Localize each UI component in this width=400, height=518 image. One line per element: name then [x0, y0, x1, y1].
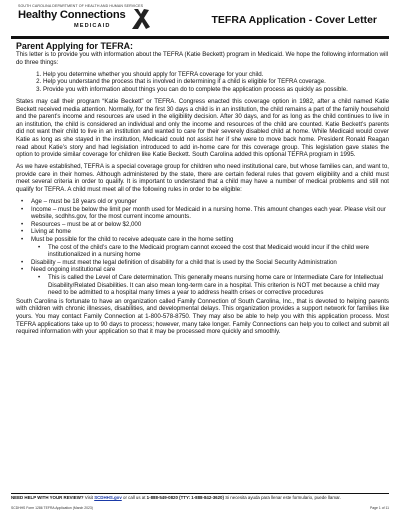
- criteria-item: • Age – must be 18 years old or younger: [31, 198, 389, 206]
- criteria-sublist: [31, 244, 389, 259]
- goal-item: 1. Help you determine whether you should apply for TEFRA coverage for your child.: [43, 71, 389, 79]
- criteria-item: [31, 236, 389, 259]
- header: [11, 0, 389, 37]
- criteria-item-text: Must be possible for the child to receive adequate care in the home setting: [31, 236, 234, 244]
- closing-paragraph: South Carolina is fortunate to have an organization called Family Connection of South Carolina, Inc., that is devoted to helping parents with children with chronic illnesses, disabilities, and developmental delays. This organization provides a support network for families like yours. You may contact Family Connection at 1-800-578-8750. They may also be able to help you with this application process. Most TEFRA applications take up to 90 days to process; however, many take longer. Family Connections can help you to collect and submit all required information with your application so that it may be processed more quickly and smoothly.: [16, 297, 389, 336]
- footer-divider: [11, 493, 389, 494]
- section-heading: Parent Applying for TEFRA:: [16, 41, 134, 51]
- help-line: [11, 495, 389, 501]
- criteria-subitem: • The cost of the child’s care to the Medicaid program cannot exceed the cost that Medicaid would incur if the child were institutionalized in a nursing home: [48, 244, 389, 259]
- intro-paragraph: This letter is to provide you with information about the TEFRA (Katie Beckett) program in Medicaid. We hope the following information will do three things:: [16, 51, 389, 66]
- help-phone: 1-888-549-0820 (TTY: 1-888-842-3620): [146, 495, 224, 500]
- criteria-item: • Disability – must meet the legal definition of disability for a child that is used by the Social Security Administration: [31, 259, 389, 267]
- help-heading: NEED HELP WITH YOUR REVIEW?: [11, 495, 84, 500]
- goal-item: 2. Help you understand the process that is involved in determining if a child is eligible for TEFRA coverage.: [43, 78, 389, 86]
- criteria-item-text: Need ongoing institutional care: [31, 266, 116, 274]
- help-text: or call us at: [121, 495, 147, 500]
- criteria-item: • Resources – must be at or below $2,000: [31, 221, 389, 229]
- brand-subtitle: MEDICAID: [74, 23, 111, 29]
- criteria-item: • Living at home: [31, 228, 389, 236]
- criteria-item: [31, 266, 389, 296]
- header-divider: [11, 36, 389, 39]
- document-title: TEFRA Application - Cover Letter: [211, 14, 377, 26]
- history-paragraph: States may call their program “Katie Beckett” or TEFRA. Congress enacted this coverage option in 1982, after a child named Katie Beckett received media attention. Normally, for the first 30 days a child is in an institution, the child remains a part of the family household and the parent’s income and resources are used in the eligibility decision. After 30 days, and for as long as the child continues to live in an institution, the child is considered an individual and only the income and resources of the child are counted. Katie Beckett’s parents did not want their child to live in an institution and wanted to care for their severely disabled child at home. While Medicaid would cover Katie as long as she stayed in the institution, Medicaid could not assist her if she were to move back home. President Ronald Reagan read about Katie’s story and had legislation introduced to add in-home care for this coverage group. This legislation gave states the option to provide similar coverage for children like Katie Beckett. South Carolina added this optional TEFRA program in 1995.: [16, 97, 389, 159]
- footer: [11, 495, 389, 510]
- goal-item: 3. Provide you with information about things you can do to complete the application process as quickly as possible.: [43, 86, 389, 94]
- brand-name: Healthy Connections: [18, 9, 126, 21]
- cross-logo-icon: [130, 7, 152, 31]
- document-body: [16, 41, 389, 340]
- eligibility-paragraph: As we have established, TEFRA is a special coverage group for children who need institutional care, but whose families can, and want to, provide care in their homes. Although administered by the state, there are certain federal rules that govern eligibility and a child must meet several criteria in order to qualify. It is important to understand that a child may have a number of medical problems and still not qualify for TEFRA. A child must meet all of the following rules in order to be eligible:: [16, 163, 389, 193]
- agency-logo: [18, 4, 168, 34]
- goals-list: [16, 71, 389, 94]
- website-link[interactable]: SCDHHS.gov: [94, 495, 122, 500]
- agency-name: SOUTH CAROLINA DEPARTMENT OF HEALTH AND HUMAN SERVICES: [18, 4, 144, 8]
- page-number: Page 1 of 11: [370, 506, 389, 510]
- form-identifier: SCDHHS Form 1286 TEFRA Application (March 2023): [11, 506, 93, 510]
- criteria-item: • Income – must be below the limit per month used for Medicaid in a nursing home. This amount changes each year. Please visit our website, scdhhs.gov, for the most current income amounts.: [31, 206, 389, 221]
- criteria-sublist: [31, 274, 389, 297]
- spanish-help-text: Si necesita ayuda para llenar este formulario, puede llamar.: [223, 495, 341, 500]
- criteria-subitem: • This is called the Level of Care determination. This generally means nursing home care or Intermediate Care for Intellectual Disability/Related Disabilities. It can also mean long-term care in a hospital. This criterion is NOT met because a child may need to be admitted to a hospital many times a year to address health crises or corrective procedures: [48, 274, 389, 297]
- criteria-list: [16, 198, 389, 297]
- help-text: Visit: [83, 495, 95, 500]
